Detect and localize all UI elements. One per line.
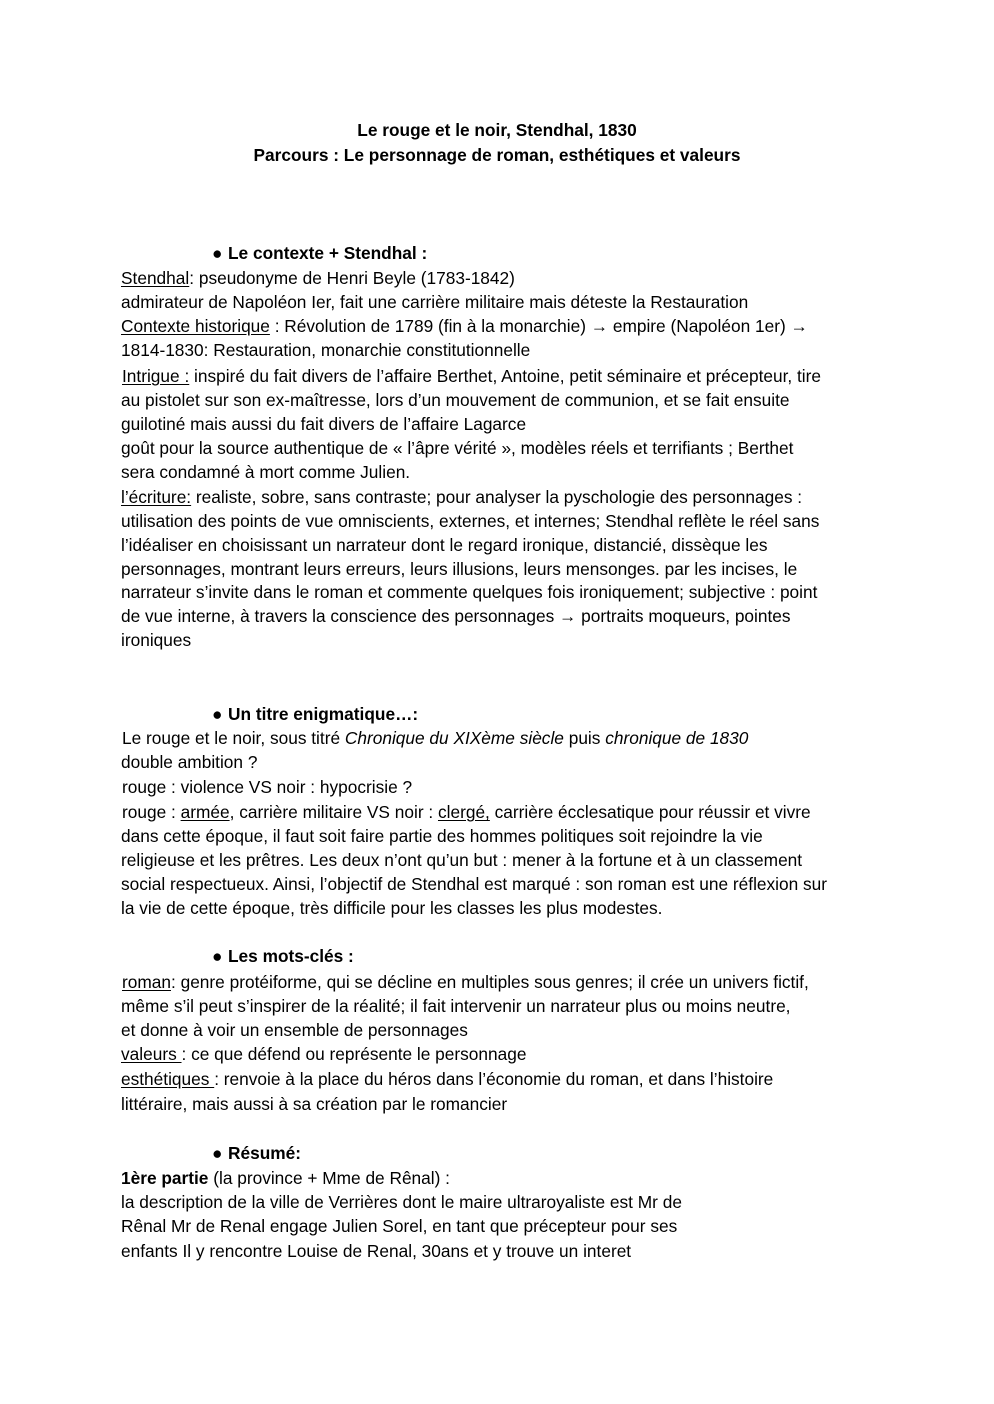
text-line: personnages, montrant leurs erreurs, leurs illusions, leurs mensonges. par les incises, le (121, 559, 798, 579)
text-line: Rênal Mr de Renal engage Julien Sorel, en tant que précepteur pour ses (121, 1216, 678, 1236)
section-heading-resume (212, 1141, 301, 1165)
text-run: puis (563, 728, 606, 748)
document-subtitle: Parcours : Le personnage de roman, esthétiques et valeurs (253, 145, 741, 165)
section-heading-contexte (212, 241, 427, 265)
section-heading-mots-cles (212, 944, 354, 968)
text-line: la vie de cette époque, très difficile pour les classes les plus modestes. (121, 898, 663, 918)
text-line (121, 314, 808, 338)
text-line: guilotiné mais aussi du fait divers de l’affaire Lagarce (121, 414, 527, 434)
text-line: rouge : violence VS noir : hypocrisie ? (122, 777, 413, 797)
text-line (122, 970, 809, 994)
term-text: : Révolution de 1789 (fin à la monarchie) → empire (Napoléon 1er) → (269, 316, 808, 336)
term-label: esthétiques (121, 1069, 215, 1089)
bullet-icon: ● (212, 1143, 223, 1163)
text-line: sera condamné à mort comme Julien. (121, 462, 411, 482)
text-line: et donne à voir un ensemble de personnages (121, 1020, 468, 1040)
text-line (121, 1067, 773, 1091)
term-label: armée (180, 802, 230, 822)
text-line (121, 1166, 450, 1190)
section-heading-label: Résumé: (228, 1143, 301, 1163)
term-text: : pseudonyme de Henri Beyle (1783-1842) (189, 268, 515, 288)
italic-run: chronique de 1830 (605, 728, 749, 748)
section-heading-titre (212, 702, 418, 726)
text-run: Le rouge et le noir, sous titré (122, 728, 345, 748)
text-line (122, 800, 811, 824)
term-label: valeurs (121, 1044, 182, 1064)
text-line: l’idéaliser en choisissant un narrateur dont le regard ironique, distancié, dissèque les (121, 535, 768, 555)
text-line (121, 485, 802, 509)
bold-run: 1ère partie (121, 1168, 209, 1188)
italic-run: Chronique du XIXème siècle (344, 728, 564, 748)
term-label: Contexte historique (121, 316, 270, 336)
term-text: : genre protéiforme, qui se décline en multiples sous genres; il crée un univers fictif, (170, 972, 809, 992)
text-line (122, 364, 821, 388)
text-line: religieuse et les prêtres. Les deux n’ont qu’un but : mener à la fortune et à un classement (121, 850, 803, 870)
text-line: de vue interne, à travers la conscience des personnages → portraits moqueurs, pointes (121, 606, 791, 626)
term-label: Stendhal (121, 268, 190, 288)
text-line: littéraire, mais aussi à sa création par le romancier (121, 1094, 508, 1114)
term-label: Intrigue : (122, 366, 190, 386)
text-line: dans cette époque, il faut soit faire partie des hommes politiques soit rejoindre la vie (121, 826, 763, 846)
text-line: goût pour la source authentique de « l’âpre vérité », modèles réels et terrifiants ; Berthet (121, 438, 794, 458)
text-line: au pistolet sur son ex-maîtresse, lors d’un mouvement de communion, et se fait ensuite (121, 390, 790, 410)
term-label: roman (122, 972, 171, 992)
term-text: : renvoie à la place du héros dans l’économie du roman, et dans l’histoire (214, 1069, 774, 1089)
text-line: 1814-1830: Restauration, monarchie constitutionnelle (121, 340, 531, 360)
text-line (122, 726, 748, 750)
text-line: admirateur de Napoléon Ier, fait une carrière militaire mais déteste la Restauration (121, 292, 749, 312)
section-heading-label: Le contexte + Stendhal : (228, 243, 428, 263)
text-line: utilisation des points de vue omniscients, externes, et internes; Stendhal reflète le réel sans (121, 511, 820, 531)
term-text: realiste, sobre, sans contraste; pour analyser la pyschologie des personnages : (191, 487, 803, 507)
term-label: l’écriture: (121, 487, 192, 507)
term-text: inspiré du fait divers de l’affaire Berthet, Antoine, petit séminaire et précepteur, tire (189, 366, 822, 386)
text-line: double ambition ? (121, 752, 258, 772)
bullet-icon: ● (212, 704, 223, 724)
bullet-icon: ● (212, 946, 223, 966)
text-run: (la province + Mme de Rênal) : (208, 1168, 450, 1188)
text-line: la description de la ville de Verrières dont le maire ultraroyaliste est Mr de (121, 1192, 682, 1212)
text-line: social respectueux. Ainsi, l’objectif de Stendhal est marqué : son roman est une réflexion sur (121, 874, 828, 894)
text-run: rouge : (122, 802, 181, 822)
text-line: ironiques (121, 630, 192, 650)
text-run: carrière écclesatique pour réussir et vivre (489, 802, 811, 822)
section-heading-label: Un titre enigmatique…: (228, 704, 419, 724)
term-label: clergé, (437, 802, 490, 822)
text-line: enfants Il y rencontre Louise de Renal, 30ans et y trouve un interet (121, 1241, 632, 1261)
section-heading-label: Les mots-clés : (228, 946, 354, 966)
bullet-icon: ● (212, 243, 223, 263)
text-line: narrateur s’invite dans le roman et commente quelques fois ironiquement; subjective : point (121, 582, 818, 602)
text-run: , carrière militaire VS noir : (229, 802, 438, 822)
text-line: même s’il peut s’inspirer de la réalité; il fait intervenir un narrateur plus ou moins neutre, (121, 996, 791, 1016)
document-title: Le rouge et le noir, Stendhal, 1830 (357, 120, 637, 140)
term-text: : ce que défend ou représente le personnage (181, 1044, 527, 1064)
text-line (121, 1042, 526, 1066)
text-line (121, 266, 515, 290)
